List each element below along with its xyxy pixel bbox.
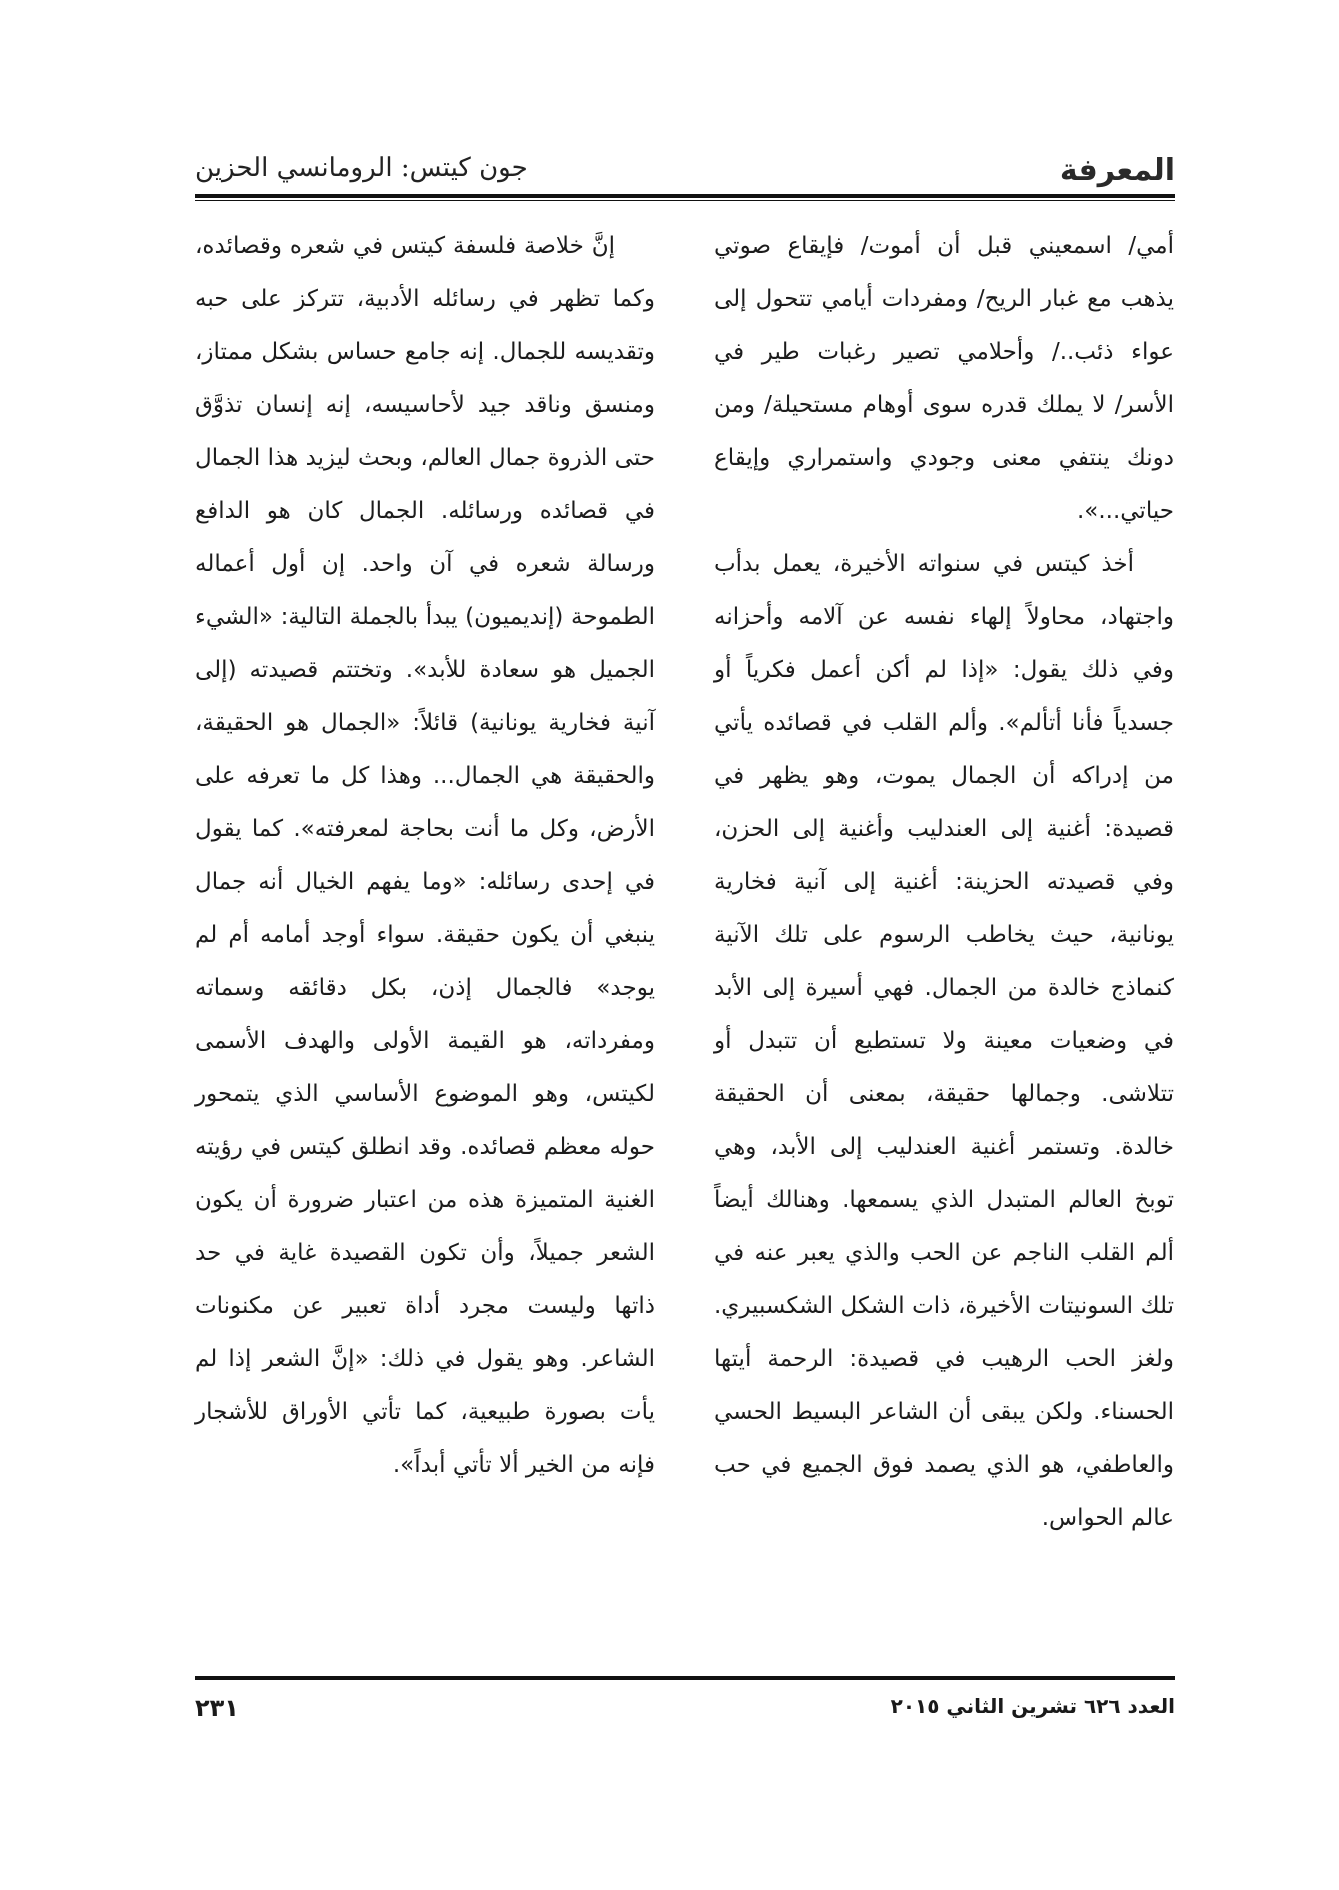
paragraph: أخذ كيتس في سنواته الأخيرة، يعمل بدأب واجتهاد، محاولاً إلهاء نفسه عن آلامه وأحزانه وفي ذلك يقول: «إذا لم أكن أعمل فكرياً أو جسدياً فأنا أتألم». وألم القلب في قصائده يأتي من إدراكه أن الجمال يموت، وهو يظهر في قصيدة: أغنية إلى العندليب وأغنية إلى الحزن، وفي قصيدته الحزينة: أغنية إلى آنية فخارية يونانية، حيث يخاطب الرسوم على تلك الآنية كنماذج خالدة من الجمال. فهي أسيرة إلى الأبد في وضعيات معينة ولا تستطيع أن تتبدل أو تتلاشى. وجمالها حقيقة، بمعنى أن الحقيقة خالدة. وتستمر أغنية العندليب إلى الأبد، وهي توبخ العالم المتبدل الذي يسمعها. وهنالك أيضاً ألم القلب الناجم عن الحب والذي يعبر عنه في تلك السونيتات الأخيرة، ذات الشكل الشكسبيري. ولغز الحب الرهيب في قصيدة: الرحمة أيتها الحسناء. ولكن يبقى أن الشاعر البسيط الحسي والعاطفي، هو الذي يصمد فوق الجميع في حب عالم الحواس. — [714, 551, 1174, 1531]
page-number: ٢٣١ — [195, 1694, 239, 1722]
text-column-left — [195, 220, 655, 1492]
text-column-right — [714, 220, 1174, 1545]
magazine-logo: المعرفة — [1059, 153, 1175, 188]
paragraph: إنَّ خلاصة فلسفة كيتس في شعره وقصائده، وكما تظهر في رسائله الأدبية، تتركز على حبه وتقديسه للجمال. إنه جامع حساس بشكل ممتاز، ومنسق وناقد جيد لأحاسيسه، إنه إنسان تذوَّق حتى الذروة جمال العالم، وبحث ليزيد هذا الجمال في قصائده ورسائله. الجمال كان هو الدافع ورسالة شعره في آن واحد. إن أول أعماله الطموحة (إنديميون) يبدأ بالجملة التالية: «الشيء الجميل هو سعادة للأبد». وتختتم قصيدته (إلى آنية فخارية يونانية) قائلاً: «الجمال هو الحقيقة، والحقيقة هي الجمال... وهذا كل ما تعرفه على الأرض، وكل ما أنت بحاجة لمعرفته». كما يقول في إحدى رسائله: «وما يفهم الخيال أنه جمال ينبغي أن يكون حقيقة. سواء أوجد أمامه أم لم يوجد» فالجمال إذن، بكل دقائقه وسماته ومفرداته، هو القيمة الأولى والهدف الأسمى لكيتس، وهو الموضوع الأساسي الذي يتمحور حوله معظم قصائده. وقد انطلق كيتس في رؤيته الغنية المتميزة هذه من اعتبار ضرورة أن يكون الشعر جميلاً، وأن تكون القصيدة غاية في حد ذاتها وليست مجرد أداة تعبير عن مكنونات الشاعر. وهو يقول في ذلك: «إنَّ الشعر إذا لم يأت بصورة طبيعية، كما تأتي الأوراق للأشجار فإنه من الخير ألا تأتي أبداً». — [195, 233, 655, 1478]
footer-rule — [195, 1676, 1175, 1680]
paragraph: أمي/ اسمعيني قبل أن أموت/ فإيقاع صوتي يذهب مع غبار الريح/ ومفردات أيامي تتحول إلى عواء ذئب../ وأحلامي تصير رغبات طير في الأسر/ لا يملك قدره سوى أوهام مستحيلة/ ومن دونك ينتفي معنى وجودي واستمراري وإيقاع حياتي...». — [714, 233, 1174, 524]
header-rule-thin — [195, 200, 1175, 201]
header-rule — [195, 194, 1175, 198]
running-title: جون كيتس: الرومانسي الحزين — [195, 153, 528, 183]
page-footer — [195, 1694, 1175, 1734]
page-header — [195, 145, 1175, 197]
issue-info: العدد ٦٢٦ تشرين الثاني ٢٠١٥ — [890, 1694, 1175, 1718]
